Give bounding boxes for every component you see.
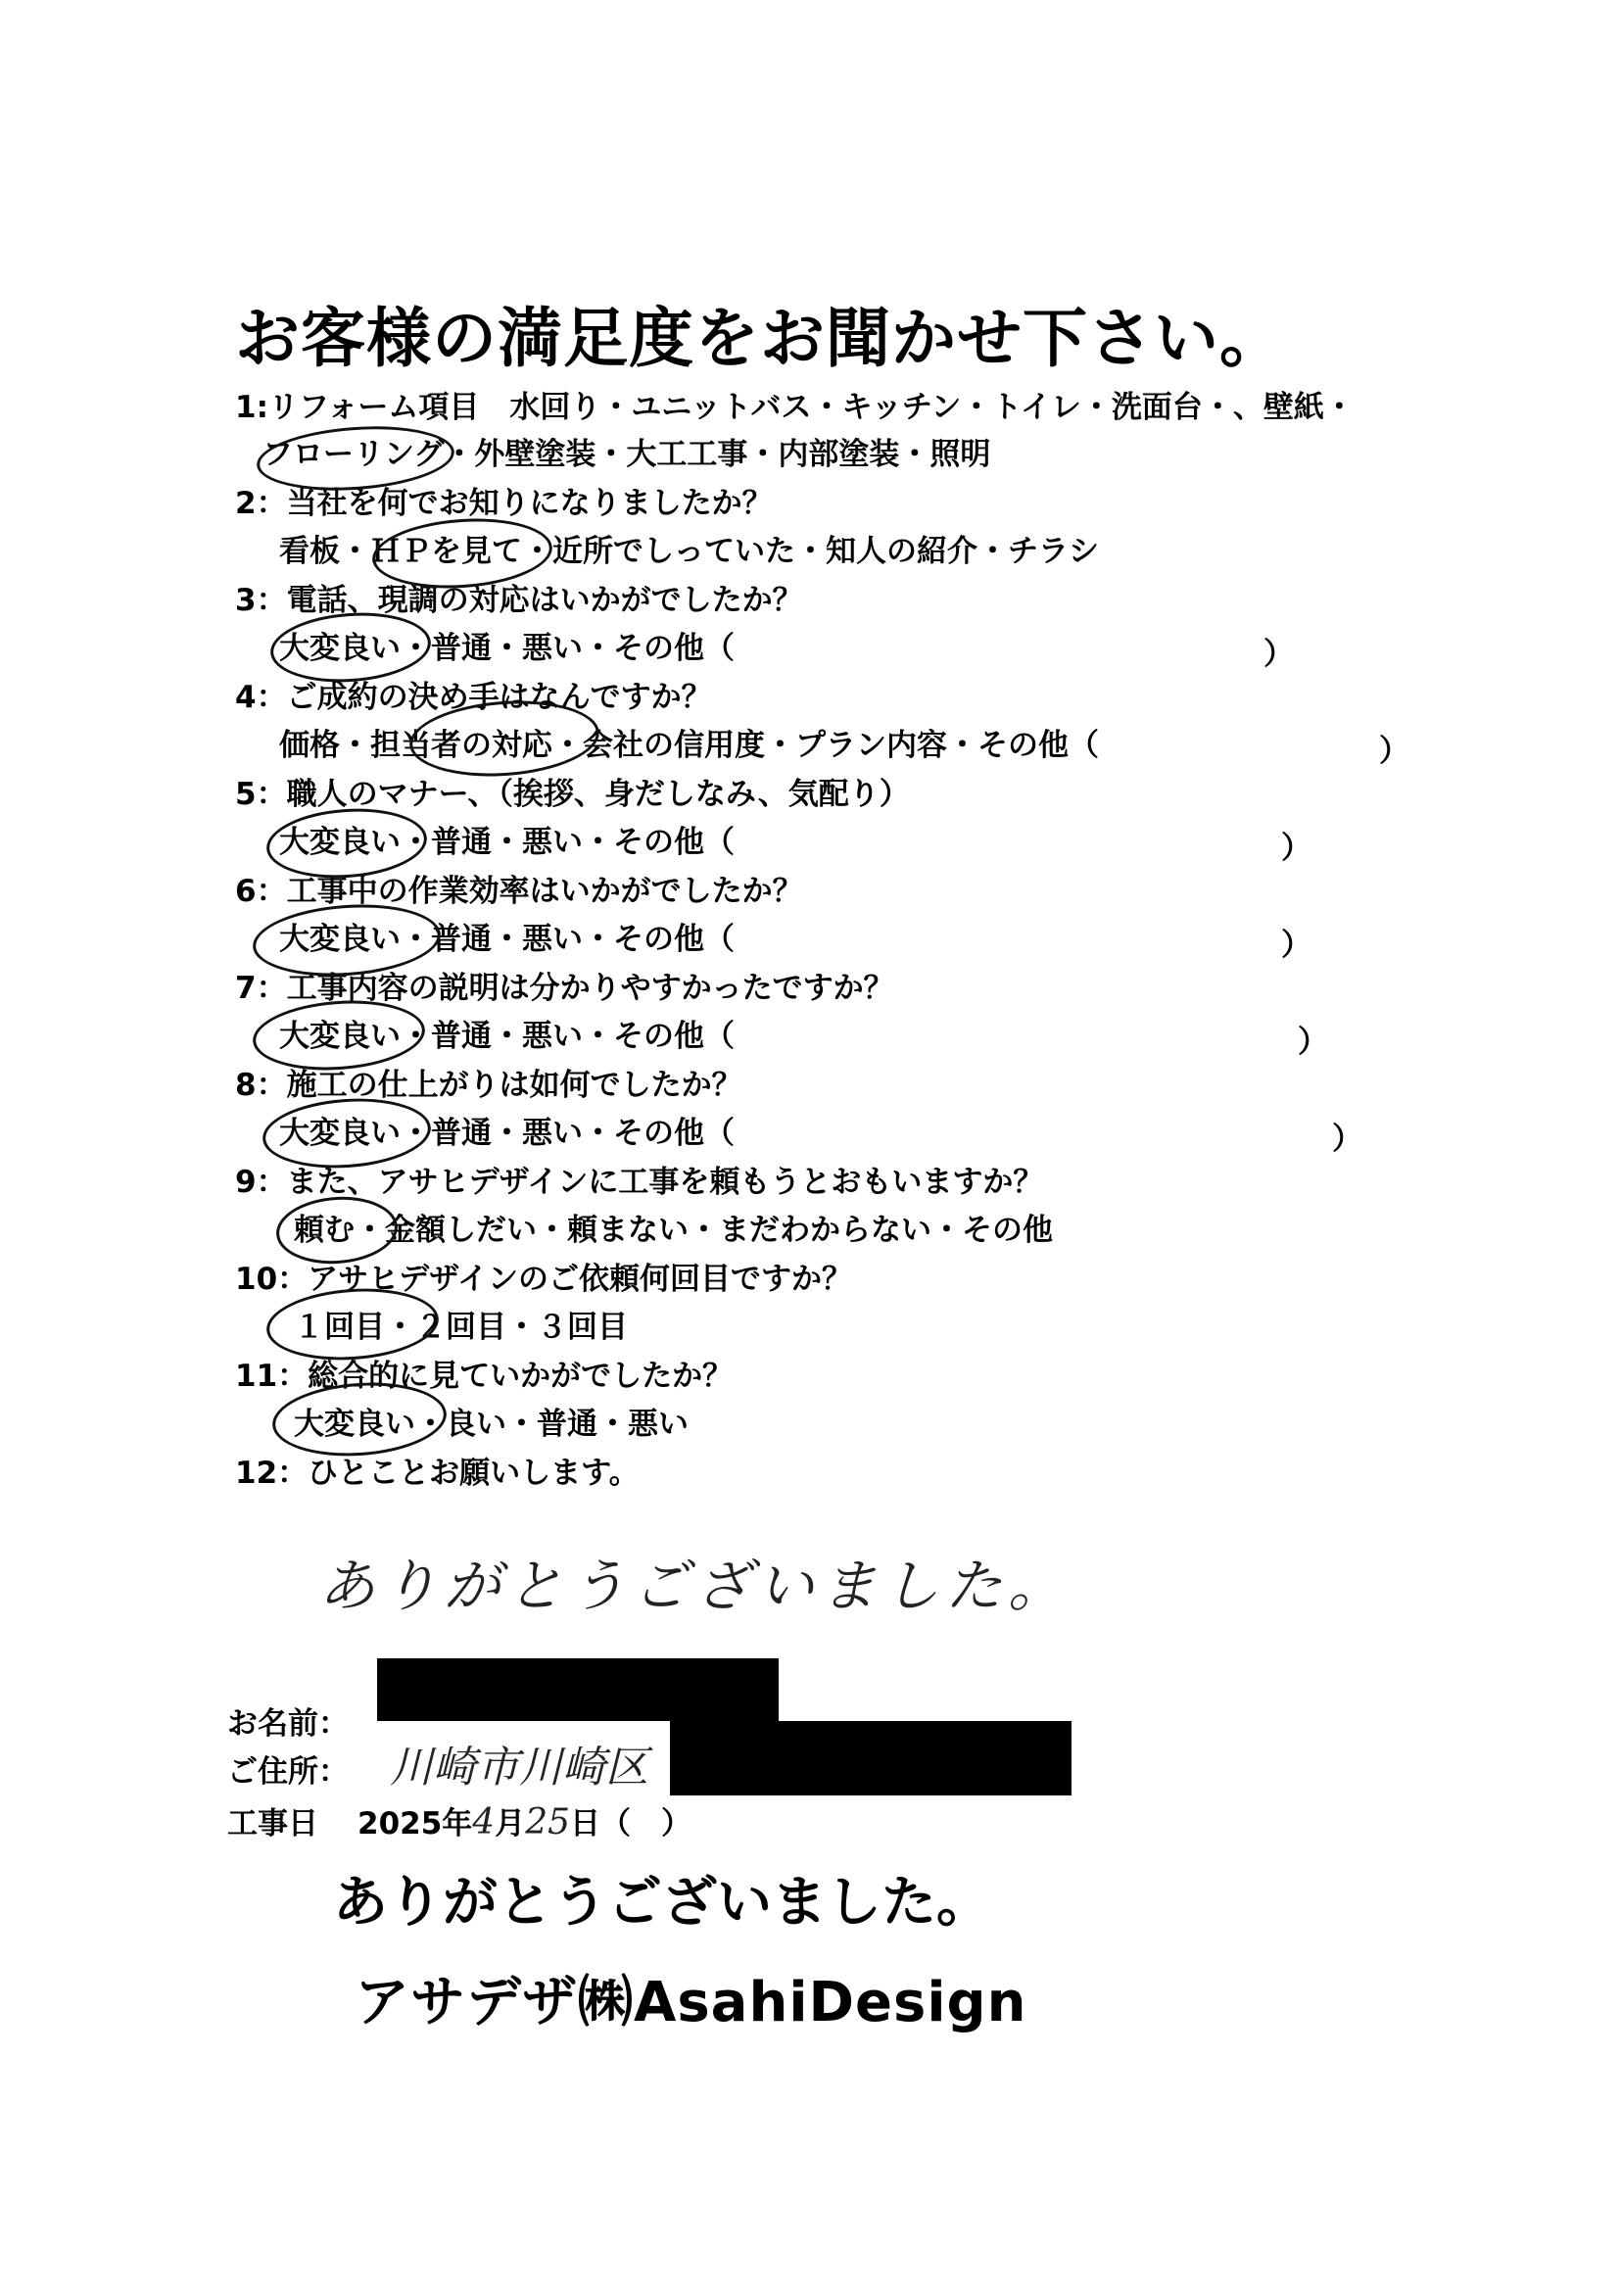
question-number: 10： bbox=[235, 1262, 309, 1297]
question-8 bbox=[235, 1066, 742, 1105]
question-1-continued: フローリング・外壁塗装・大工工事・内部塗装・照明 bbox=[262, 437, 991, 472]
question-text: アサヒデザインのご依頼何回目ですか？ bbox=[308, 1262, 852, 1297]
question-text: 当社を何でお知りになりましたか？ bbox=[286, 486, 773, 521]
question-number: 11： bbox=[235, 1359, 309, 1394]
question-7-close: ） bbox=[1298, 1025, 1328, 1060]
thanks-message: ありがとうございました。 bbox=[333, 1871, 991, 1935]
page-title: お客様の満足度をお聞かせ下さい。 bbox=[235, 301, 1285, 376]
question-text: ご成約の決め手はなんですか？ bbox=[286, 680, 712, 715]
question-5-options: 大変良い・普通・悪い・その他（ bbox=[279, 825, 735, 860]
question-text: ひとことお願いします。 bbox=[308, 1456, 640, 1491]
question-8-options: 大変良い・普通・悪い・その他（ bbox=[279, 1116, 735, 1151]
question-9 bbox=[235, 1163, 1043, 1202]
answer-circle-q9 bbox=[274, 1193, 400, 1268]
question-text: 施工の仕上がりは如何でしたか？ bbox=[286, 1068, 742, 1103]
date-year: 2025年 bbox=[357, 1806, 473, 1842]
address-label: ご住所： bbox=[227, 1754, 349, 1790]
question-8-close: ） bbox=[1332, 1122, 1362, 1157]
question-number: 5： bbox=[235, 777, 287, 812]
question-9-options: 頼む・金額しだい・頼まない・まだわからない・その他 bbox=[294, 1213, 1053, 1248]
question-7-options: 大変良い・普通・悪い・その他（ bbox=[279, 1019, 735, 1054]
question-6 bbox=[235, 872, 803, 911]
question-12 bbox=[235, 1454, 640, 1493]
question-text: 工事中の作業効率はいかがでしたか？ bbox=[286, 874, 803, 909]
question-4-options: 価格・担当者の対応・会社の信用度・プラン内容・その他（ bbox=[279, 728, 1099, 763]
question-2-options: 看板・ＨＰを見て・近所でしっていた・知人の紹介・チラシ bbox=[279, 534, 1099, 569]
question-number: 6： bbox=[235, 874, 287, 909]
question-5 bbox=[235, 775, 910, 814]
name-redacted bbox=[377, 1658, 779, 1721]
question-3-options: 大変良い・普通・悪い・その他（ bbox=[279, 631, 735, 666]
question-text: 電話、現調の対応はいかがでしたか？ bbox=[286, 583, 803, 618]
question-4-close: ） bbox=[1379, 734, 1409, 769]
question-text: 工事内容の説明は分かりやすかったですか？ bbox=[286, 971, 894, 1006]
question-number: 12： bbox=[235, 1456, 309, 1491]
question-number: 1: bbox=[235, 390, 268, 425]
question-10-options: １回目・２回目・３回目 bbox=[294, 1310, 628, 1345]
question-6-close: ） bbox=[1281, 928, 1311, 963]
answer-circle-q8 bbox=[261, 1093, 433, 1173]
question-number: 3： bbox=[235, 583, 287, 618]
question-number: 7： bbox=[235, 971, 287, 1006]
date-day: 25 bbox=[525, 1802, 570, 1842]
question-5-close: ） bbox=[1281, 831, 1311, 866]
question-1 bbox=[235, 388, 1355, 427]
question-3-close: ） bbox=[1263, 637, 1294, 672]
handwritten-comment: ありがとうございました。 bbox=[318, 1553, 1071, 1619]
construction-date bbox=[357, 1798, 691, 1842]
date-day-unit: 日（ ） bbox=[570, 1806, 691, 1842]
question-text: リフォーム項目 水回り・ユニットバス・キッチン・トイレ・洗面台・、壁紙・ bbox=[267, 390, 1355, 425]
question-text: 総合的に見ていかがでしたか？ bbox=[308, 1359, 734, 1394]
name-label: お名前： bbox=[227, 1706, 349, 1742]
question-text: 職人のマナー、（挨拶、身だしなみ、気配り） bbox=[286, 777, 910, 812]
question-11-options: 大変良い・良い・普通・悪い bbox=[294, 1407, 689, 1442]
question-text: また、アサヒデザインに工事を頼もうとおもいますか？ bbox=[286, 1165, 1044, 1200]
address-redacted bbox=[670, 1721, 1071, 1795]
question-number: 4： bbox=[235, 680, 287, 715]
date-label: 工事日 bbox=[227, 1806, 318, 1842]
address-handwritten: 川崎市川崎区 bbox=[390, 1743, 648, 1793]
question-3 bbox=[235, 581, 803, 620]
question-number: 9： bbox=[235, 1165, 287, 1200]
question-number: 8： bbox=[235, 1068, 287, 1103]
date-month: 4 bbox=[472, 1802, 496, 1842]
question-6-options: 大変良い・普通・悪い・その他（ bbox=[279, 922, 735, 957]
question-11 bbox=[235, 1357, 733, 1396]
company-brand: アサデザ㈱AsahiDesign bbox=[355, 1971, 1027, 2034]
question-number: 2： bbox=[235, 486, 287, 521]
date-month-unit: 月 bbox=[495, 1806, 526, 1842]
